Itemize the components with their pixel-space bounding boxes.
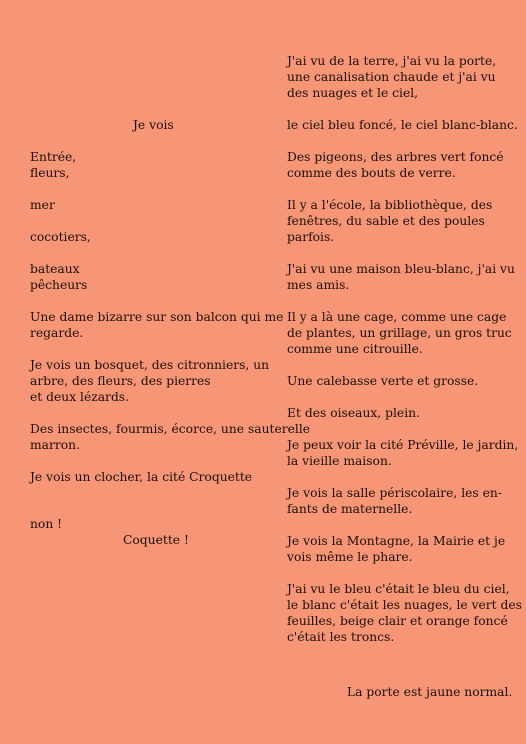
right-p2: le ciel bleu foncé, le ciel blanc-blanc. (287, 118, 518, 132)
left-p9: non ! (30, 517, 63, 531)
left-p7-line1: Des insectes, fourmis, écorce, une sauterelle (30, 422, 311, 436)
left-p6-line1: Je vois un bosquet, des citronniers, un (30, 358, 270, 372)
right-p12-line1: J'ai vu le bleu c'était le bleu du ciel, (287, 582, 510, 596)
right-p8: Et des oiseaux, plein. (287, 406, 420, 420)
poem-title: Je vois (133, 118, 174, 132)
left-p1-line1: Entrée, (30, 150, 77, 164)
right-p4-line3: parfois. (287, 230, 335, 244)
left-p7-line2: marron. (30, 438, 80, 452)
right-p11-line2: vois même le phare. (287, 550, 413, 564)
right-p4-line1: Il y a l'école, la bibliothèque, des (287, 198, 493, 212)
right-p9-line1: Je peux voir la cité Préville, le jardin, (287, 438, 519, 452)
right-p13: La porte est jaune normal. (347, 685, 513, 699)
right-p4-line2: fenêtres, du sable et des poules (287, 214, 485, 228)
right-p6-line3: comme une citrouille. (287, 342, 423, 356)
right-p3-line2: comme des bouts de verre. (287, 166, 456, 180)
left-p6-line3: et deux lézards. (30, 390, 130, 404)
left-p4-line2: pêcheurs (30, 278, 88, 292)
right-p1-line1: J'ai vu de la terre, j'ai vu la porte, (287, 54, 497, 68)
right-p7: Une calebasse verte et grosse. (287, 374, 479, 388)
right-p3-line1: Des pigeons, des arbres vert foncé (287, 150, 504, 164)
right-p12-line3: feuilles, beige clair et orange foncé (287, 614, 508, 628)
left-p2: mer (30, 198, 55, 212)
right-p12-line4: c'était les troncs. (287, 630, 395, 644)
right-p1-line3: des nuages et le ciel, (287, 86, 419, 100)
right-p6-line1: Il y a là une cage, comme une cage (287, 310, 507, 324)
left-p10: Coquette ! (123, 533, 189, 547)
left-p8: Je vois un clocher, la cité Croquette (30, 470, 253, 484)
right-p10-line1: Je vois la salle périscolaire, les en- (287, 486, 502, 500)
left-p4-line1: bateaux (30, 262, 80, 276)
right-p9-line2: la vieille maison. (287, 454, 392, 468)
right-p12-line2: le blanc c'était les nuages, le vert des (287, 598, 522, 612)
right-p11-line1: Je vois la Montagne, la Mairie et je (287, 534, 506, 548)
right-p5-line1: J'ai vu une maison bleu-blanc, j'ai vu (287, 262, 515, 276)
left-p6-line2: arbre, des fleurs, des pierres (30, 374, 211, 388)
left-p5-line1: Une dame bizarre sur son balcon qui me (30, 310, 284, 324)
right-p1-line2: une canalisation chaude et j'ai vu (287, 70, 496, 84)
left-p3: cocotiers, (30, 230, 91, 244)
right-p5-line2: mes amis. (287, 278, 350, 292)
right-p10-line2: fants de maternelle. (287, 502, 413, 516)
right-p6-line2: de plantes, un grillage, un gros truc (287, 326, 512, 340)
left-p5-line2: regarde. (30, 326, 84, 340)
left-p1-line2: fleurs, (30, 166, 70, 180)
